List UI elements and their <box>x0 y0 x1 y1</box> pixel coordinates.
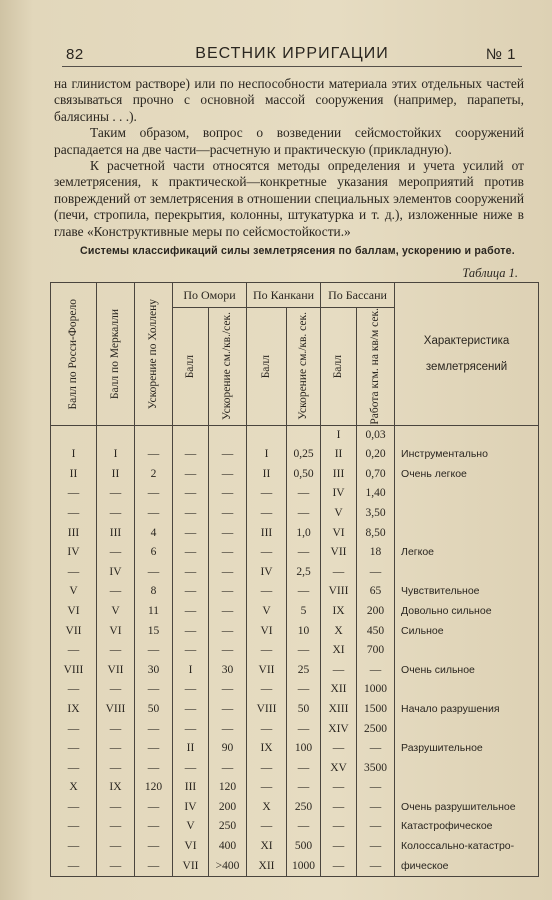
table-cell: 250 <box>287 798 321 818</box>
table-cell: — <box>357 778 395 798</box>
table-cell: IV <box>173 798 209 818</box>
table-cell: — <box>51 641 97 661</box>
characteristic-cell: Довольно сильное <box>395 602 539 622</box>
table-cell: — <box>135 857 173 877</box>
table-row <box>51 425 539 445</box>
table-row <box>51 720 539 740</box>
table-cell: VII <box>173 857 209 877</box>
group-header-kankani: По Канкани <box>247 283 321 308</box>
table-cell: XII <box>247 857 287 877</box>
table-cell <box>209 425 247 445</box>
table-cell: VII <box>97 661 135 681</box>
table-cell: XI <box>247 837 287 857</box>
table-cell: V <box>173 817 209 837</box>
col-header-omori-ball: Балл <box>173 308 209 426</box>
table-cell: 90 <box>209 739 247 759</box>
characteristic-cell <box>395 484 539 504</box>
table-cell: VII <box>247 661 287 681</box>
table-cell: 2 <box>135 465 173 485</box>
table-cell: VI <box>51 602 97 622</box>
table-cell: — <box>135 837 173 857</box>
classification-table <box>50 282 540 877</box>
table-cell: — <box>51 484 97 504</box>
table-cell: 8 <box>135 582 173 602</box>
table-cell: VIII <box>247 700 287 720</box>
table-cell: — <box>287 817 321 837</box>
table-cell: — <box>173 700 209 720</box>
table-cell: 1500 <box>357 700 395 720</box>
table-row <box>51 700 539 720</box>
table-cell: 500 <box>287 837 321 857</box>
table-cell: III <box>321 465 357 485</box>
table-cell: 450 <box>357 622 395 642</box>
table-cell: — <box>209 524 247 544</box>
table-row <box>51 661 539 681</box>
table-cell: VI <box>247 622 287 642</box>
table-cell: — <box>287 720 321 740</box>
table-cell: — <box>97 817 135 837</box>
table-cell: — <box>247 641 287 661</box>
table-cell: — <box>135 720 173 740</box>
table-cell: — <box>135 563 173 583</box>
table-cell: — <box>51 720 97 740</box>
table-cell: 400 <box>209 837 247 857</box>
table-cell: — <box>209 484 247 504</box>
table-cell: — <box>287 641 321 661</box>
table-cell: — <box>321 817 357 837</box>
col-header-kankani-acc: Ускорение см./кв. сек. <box>287 308 321 426</box>
characteristic-cell: Начало разрушения <box>395 700 539 720</box>
table-cell: II <box>97 465 135 485</box>
table-cell: — <box>173 563 209 583</box>
table-cell: 0,50 <box>287 465 321 485</box>
table-cell: 15 <box>135 622 173 642</box>
table-cell <box>97 425 135 445</box>
table-cell: 3500 <box>357 759 395 779</box>
table-cell: 100 <box>287 739 321 759</box>
table-cell: IV <box>97 563 135 583</box>
table-cell: — <box>173 680 209 700</box>
table-cell: — <box>357 661 395 681</box>
table-cell: — <box>247 680 287 700</box>
table-cell: — <box>173 602 209 622</box>
table-cell: VII <box>321 543 357 563</box>
table-cell: — <box>135 445 173 465</box>
running-head <box>62 42 522 67</box>
table-cell: 1,40 <box>357 484 395 504</box>
characteristic-cell <box>395 641 539 661</box>
paragraph: на глинистом растворе) или по неспособности материала этих отдельных частей связываться прочно с основной массой сооружения (например, парапеты, балясины . . .). <box>54 76 524 124</box>
table-cell: VI <box>321 524 357 544</box>
table-cell: II <box>173 739 209 759</box>
table-cell: 30 <box>209 661 247 681</box>
characteristic-cell <box>395 720 539 740</box>
table-cell: — <box>51 563 97 583</box>
table-cell: — <box>173 759 209 779</box>
table-cell: — <box>321 661 357 681</box>
table-cell: IV <box>321 484 357 504</box>
table-cell: I <box>173 661 209 681</box>
table-cell: — <box>357 857 395 877</box>
table-cell: — <box>247 484 287 504</box>
table-cell: 10 <box>287 622 321 642</box>
table-cell: — <box>287 484 321 504</box>
table-cell: — <box>209 622 247 642</box>
table-cell: 0,70 <box>357 465 395 485</box>
table-cell: 65 <box>357 582 395 602</box>
table-cell: 0,03 <box>357 425 395 445</box>
table-cell: — <box>209 563 247 583</box>
table-cell: — <box>97 680 135 700</box>
table-cell: — <box>135 504 173 524</box>
table-cell: — <box>209 680 247 700</box>
table-row <box>51 504 539 524</box>
table-cell: — <box>287 680 321 700</box>
table-cell: — <box>173 445 209 465</box>
table-row <box>51 602 539 622</box>
table-body <box>51 425 539 877</box>
table-cell: — <box>321 563 357 583</box>
table-cell: 1000 <box>287 857 321 877</box>
table-row <box>51 543 539 563</box>
table-row <box>51 778 539 798</box>
table-cell: — <box>135 484 173 504</box>
table-cell: — <box>97 582 135 602</box>
table-cell: 120 <box>209 778 247 798</box>
table-cell: I <box>97 445 135 465</box>
characteristic-cell <box>395 504 539 524</box>
paragraph: Таким образом, вопрос о возведении сейсмостойких сооружений распадается на две части—расчетную и практическую (прикладную). <box>54 125 524 157</box>
table-cell: — <box>97 837 135 857</box>
table-cell: — <box>247 543 287 563</box>
table-cell: 6 <box>135 543 173 563</box>
table-cell: III <box>97 524 135 544</box>
issue-number: № 1 <box>485 46 516 63</box>
table-row <box>51 465 539 485</box>
table-cell: — <box>287 778 321 798</box>
table-cell: — <box>173 622 209 642</box>
table-cell: 200 <box>357 602 395 622</box>
table-cell: 11 <box>135 602 173 622</box>
table-cell: — <box>247 582 287 602</box>
table-number: Таблица 1. <box>462 266 518 280</box>
table-cell: — <box>321 778 357 798</box>
characteristic-cell: Очень легкое <box>395 465 539 485</box>
table-cell: I <box>321 425 357 445</box>
table-cell: — <box>247 720 287 740</box>
table-cell <box>135 425 173 445</box>
table-cell: — <box>51 680 97 700</box>
table-cell <box>173 425 209 445</box>
characteristic-cell: Разрушительное <box>395 739 539 759</box>
table-cell: — <box>209 720 247 740</box>
col-header-hollen: Ускорение по Холлену <box>135 283 173 426</box>
table-cell: — <box>135 641 173 661</box>
table-cell: II <box>51 465 97 485</box>
table-cell: III <box>51 524 97 544</box>
table-cell: — <box>173 484 209 504</box>
group-header-bassani: По Бассани <box>321 283 395 308</box>
table-row <box>51 857 539 877</box>
table-cell: — <box>97 739 135 759</box>
table-cell: — <box>209 700 247 720</box>
table-cell: — <box>209 445 247 465</box>
table-cell: — <box>321 739 357 759</box>
table-cell: I <box>51 445 97 465</box>
table-row <box>51 759 539 779</box>
table-cell: X <box>247 798 287 818</box>
table-caption: Системы классификаций силы землетрясения по баллам, ускорению и работе. <box>80 245 515 257</box>
table-cell: — <box>173 524 209 544</box>
table-cell: 1000 <box>357 680 395 700</box>
table-cell: — <box>51 739 97 759</box>
table-cell: V <box>247 602 287 622</box>
table-cell: VII <box>51 622 97 642</box>
table-cell: — <box>209 582 247 602</box>
table-row <box>51 563 539 583</box>
table-cell: IX <box>51 700 97 720</box>
table-cell: — <box>51 837 97 857</box>
characteristic-cell <box>395 425 539 445</box>
table-cell: — <box>321 857 357 877</box>
table-cell: II <box>247 465 287 485</box>
table-cell: — <box>97 641 135 661</box>
table-cell: — <box>97 484 135 504</box>
table-cell: 0,25 <box>287 445 321 465</box>
table-cell: — <box>209 504 247 524</box>
table-cell: X <box>51 778 97 798</box>
table-cell: 700 <box>357 641 395 661</box>
table-cell: — <box>97 504 135 524</box>
table-cell: III <box>247 524 287 544</box>
table-cell: — <box>135 798 173 818</box>
table-cell: — <box>135 739 173 759</box>
col-header-bassani-work: Работа кгм. на кв/м сек. <box>357 308 395 426</box>
table-cell: 25 <box>287 661 321 681</box>
table-cell: 250 <box>209 817 247 837</box>
table-row <box>51 837 539 857</box>
table-cell: 2,5 <box>287 563 321 583</box>
table-cell: 4 <box>135 524 173 544</box>
table-cell: — <box>173 582 209 602</box>
col-header-characteristic: Характеристика землетрясений <box>395 283 539 426</box>
table-cell: IX <box>321 602 357 622</box>
table-cell: VIII <box>321 582 357 602</box>
table-cell <box>287 425 321 445</box>
table-cell: V <box>97 602 135 622</box>
table-row <box>51 484 539 504</box>
table-cell: — <box>357 817 395 837</box>
table-cell: 50 <box>287 700 321 720</box>
table-cell: — <box>97 759 135 779</box>
table-cell: >400 <box>209 857 247 877</box>
table-cell: IX <box>97 778 135 798</box>
table-cell: — <box>287 582 321 602</box>
table-cell: IV <box>51 543 97 563</box>
table-cell: 3,50 <box>357 504 395 524</box>
table-cell: XV <box>321 759 357 779</box>
table-cell: — <box>97 857 135 877</box>
journal-title: ВЕСТНИК ИРРИГАЦИИ <box>195 45 389 62</box>
table-cell: — <box>135 817 173 837</box>
table-cell: VIII <box>51 661 97 681</box>
table-cell: — <box>97 543 135 563</box>
table-cell: XIII <box>321 700 357 720</box>
table-cell: — <box>209 543 247 563</box>
table-cell: III <box>173 778 209 798</box>
table-row <box>51 798 539 818</box>
table-cell: 18 <box>357 543 395 563</box>
table-cell: — <box>51 759 97 779</box>
table-cell: — <box>357 739 395 759</box>
table-cell: I <box>247 445 287 465</box>
table-cell: 1,0 <box>287 524 321 544</box>
table-cell <box>247 425 287 445</box>
table-cell: — <box>357 563 395 583</box>
table-cell: V <box>51 582 97 602</box>
table-cell: — <box>51 798 97 818</box>
table-cell: — <box>97 720 135 740</box>
col-header-omori-acc: Ускорение см./кв./сек. <box>209 308 247 426</box>
table-row <box>51 739 539 759</box>
body-text <box>54 76 524 240</box>
table-cell: — <box>321 798 357 818</box>
table-row <box>51 445 539 465</box>
table-row <box>51 680 539 700</box>
table-row <box>51 817 539 837</box>
table-cell: — <box>287 759 321 779</box>
table-cell: 50 <box>135 700 173 720</box>
characteristic-cell <box>395 759 539 779</box>
characteristic-cell: Инструментально <box>395 445 539 465</box>
table-cell: — <box>173 543 209 563</box>
table-cell: XI <box>321 641 357 661</box>
table-cell: — <box>51 857 97 877</box>
characteristic-cell <box>395 563 539 583</box>
characteristic-cell: Очень разрушительное <box>395 798 539 818</box>
table-cell: IV <box>247 563 287 583</box>
table-cell: — <box>51 817 97 837</box>
characteristic-cell: Катастрофическое <box>395 817 539 837</box>
table-cell: — <box>173 641 209 661</box>
table-cell: IX <box>247 739 287 759</box>
characteristic-cell: Легкое <box>395 543 539 563</box>
table-cell: — <box>357 798 395 818</box>
table-cell: X <box>321 622 357 642</box>
characteristic-cell: Чувствительное <box>395 582 539 602</box>
table-cell: — <box>287 504 321 524</box>
table-cell: — <box>247 778 287 798</box>
table-cell: 30 <box>135 661 173 681</box>
page-number: 82 <box>66 46 84 63</box>
col-header-rossi-forel: Балл по Росси-Форело <box>51 283 97 426</box>
characteristic-cell: Колоссально-катастро- <box>395 837 539 857</box>
table-cell: — <box>321 837 357 857</box>
table-cell: — <box>135 680 173 700</box>
table-cell: — <box>247 817 287 837</box>
table-row <box>51 582 539 602</box>
table-cell: — <box>247 759 287 779</box>
table-cell: 2500 <box>357 720 395 740</box>
table-cell: VIII <box>97 700 135 720</box>
table-cell: XII <box>321 680 357 700</box>
col-header-mercalli: Балл по Меркалли <box>97 283 135 426</box>
table-cell: VI <box>97 622 135 642</box>
paragraph: К расчетной части относятся методы определения и учета усилий от землетрясения, к практической—конкретные указания мероприятий против повреждений от землетрясения в отношении специальных элементов сооружений (печи, стропила, перекрытия, колонны, штукатурка и т. д.), изложенные ниже в главе «Конструктивные меры по сейсмостойкости.» <box>54 158 524 239</box>
table-cell: — <box>247 504 287 524</box>
table-cell <box>51 425 97 445</box>
table-cell: — <box>209 641 247 661</box>
table-cell: — <box>173 504 209 524</box>
table-cell: — <box>209 465 247 485</box>
table-cell: — <box>135 759 173 779</box>
table-cell: 120 <box>135 778 173 798</box>
table-cell: — <box>287 543 321 563</box>
table-row <box>51 524 539 544</box>
col-header-kankani-ball: Балл <box>247 308 287 426</box>
table-cell: — <box>51 504 97 524</box>
table-cell: — <box>173 720 209 740</box>
characteristic-cell: фическое <box>395 857 539 877</box>
table-row <box>51 641 539 661</box>
table-cell: — <box>173 465 209 485</box>
table-cell: II <box>321 445 357 465</box>
col-header-bassani-ball: Балл <box>321 308 357 426</box>
characteristic-cell <box>395 778 539 798</box>
characteristic-cell <box>395 524 539 544</box>
characteristic-cell <box>395 680 539 700</box>
table-cell: — <box>209 602 247 622</box>
characteristic-cell: Сильное <box>395 622 539 642</box>
table-row <box>51 622 539 642</box>
table-cell: 8,50 <box>357 524 395 544</box>
table-cell: 200 <box>209 798 247 818</box>
table-cell: 0,20 <box>357 445 395 465</box>
table-cell: — <box>357 837 395 857</box>
table-cell: XIV <box>321 720 357 740</box>
table-cell: — <box>209 759 247 779</box>
table-cell: — <box>97 798 135 818</box>
characteristic-cell: Очень сильное <box>395 661 539 681</box>
group-header-omori: По Омори <box>173 283 247 308</box>
table-cell: VI <box>173 837 209 857</box>
table-cell: V <box>321 504 357 524</box>
table-cell: 5 <box>287 602 321 622</box>
